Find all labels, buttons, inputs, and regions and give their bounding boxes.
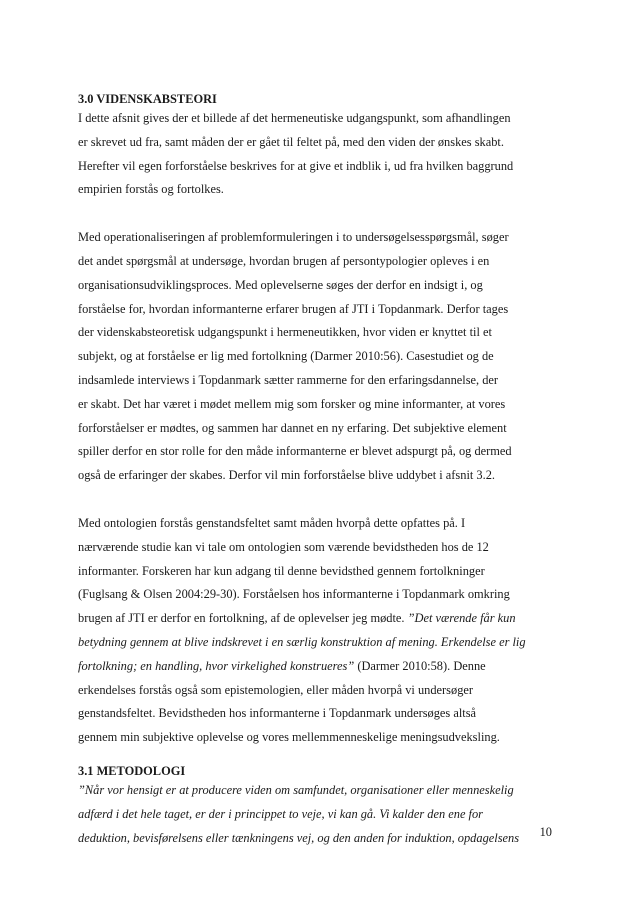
text-line: subjekt, og at forståelse er lig med fortolkning (Darmer 2010:56). Casestudiet og de (78, 349, 494, 364)
text-line: organisationsudviklingsproces. Med oplevelserne søges der derfor en indsigt i, og (78, 277, 483, 292)
text-line (78, 655, 564, 679)
page-number: 10 (539, 825, 552, 839)
text-line: Herefter vil egen forforståelse beskrives for at give et indblik i, ud fra hvilken baggrund (78, 158, 514, 173)
paragraph-methodology-quote (78, 779, 564, 850)
text-line: genstandsfeltet. Bevidstheden hos informanterne i Topdanmark undersøges altså (78, 706, 477, 721)
page-content (78, 92, 564, 850)
section-heading-3-1: 3.1 METODOLOGI (78, 763, 186, 778)
quote-line: adfærd i det hele taget, er der i princippet to veje, vi kan gå. Vi kalder den ene for (78, 806, 483, 821)
text-line: er skabt. Det har været i mødet mellem mig som forsker og mine informanter, at vores (78, 396, 506, 411)
text-line: gennem min subjektive oplevelse og vores mellemmenneskelige meningsudveksling. (78, 730, 500, 745)
plain-text: brugen af JTI er derfor en fortolkning, af de oplevelser jeg mødte. (78, 611, 408, 626)
quote-line: ”Når vor hensigt er at producere viden om samfundet, organisationer eller menneskelig (78, 782, 514, 797)
paragraph-intro (78, 107, 564, 202)
text-line (78, 631, 564, 655)
text-line: (Fuglsang & Olsen 2004:29-30). Forståelsen hos informanterne i Topdanmark omkring (78, 587, 510, 602)
text-line: Med operationaliseringen af problemformuleringen i to undersøgelsesspørgsmål, søger (78, 230, 509, 245)
text-line: er skrevet ud fra, samt måden der er gået til feltet på, med den viden der ønskes skabt. (78, 134, 504, 149)
quote-text: ”Det værende får kun (407, 611, 516, 626)
text-line: I dette afsnit gives der et billede af det hermeneutiske udgangspunkt, som afhandlingen (78, 111, 511, 125)
text-line (78, 607, 564, 631)
plain-text: (Darmer 2010:58). Denne (354, 658, 486, 673)
paragraph-operationalization (78, 226, 564, 488)
text-line: informanter. Forskeren har kun adgang til denne bevidsthed gennem fortolkninger (78, 563, 485, 578)
text-line: empirien forstås og fortolkes. (78, 182, 224, 197)
text-line: forforståelser er mødtes, og sammen har dannet en ny erfaring. Det subjektive element (78, 420, 507, 435)
text-line: erkendelses forstås også som epistemologien, eller måden hvorpå vi undersøger (78, 682, 474, 697)
section-heading-3-0: 3.0 VIDENSKABSTEORI (78, 92, 217, 106)
text-line: Med ontologien forstås genstandsfeltet samt måden hvorpå dette opfattes på. I (78, 515, 466, 530)
text-line: nærværende studie kan vi tale om ontologien som værende bevidstheden hos de 12 (78, 539, 489, 554)
quote-line: deduktion, bevisførelsens eller tænkningens vej, og den anden for induktion, opdagelsens (78, 830, 520, 845)
text-line: forståelse for, hvordan informanterne erfarer brugen af JTI i Topdanmark. Derfor tages (78, 301, 509, 316)
text-line: indsamlede interviews i Topdanmark sætter rammerne for den erfaringsdannelse, der (78, 372, 499, 387)
quote-text: fortolkning; en handling, hvor virkelighed konstrueres” (78, 658, 355, 673)
quote-text: betydning gennem at blive indskrevet i en særlig konstruktion af mening. Erkendelse er lig (78, 634, 526, 649)
text-line: også de erfaringer der skabes. Derfor vil min forforståelse blive uddybet i afsnit 3.2. (78, 468, 496, 483)
paragraph-ontology (78, 512, 564, 750)
text-line: det andet spørgsmål at undersøge, hvordan brugen af persontypologier opleves i en (78, 253, 490, 268)
text-line: der videnskabsteoretisk udgangspunkt i hermeneutikken, hvor viden er knyttet til et (78, 325, 492, 340)
text-line: spiller derfor en stor rolle for den måde informanterne er blevet adspurgt på, og dermed (78, 444, 512, 459)
